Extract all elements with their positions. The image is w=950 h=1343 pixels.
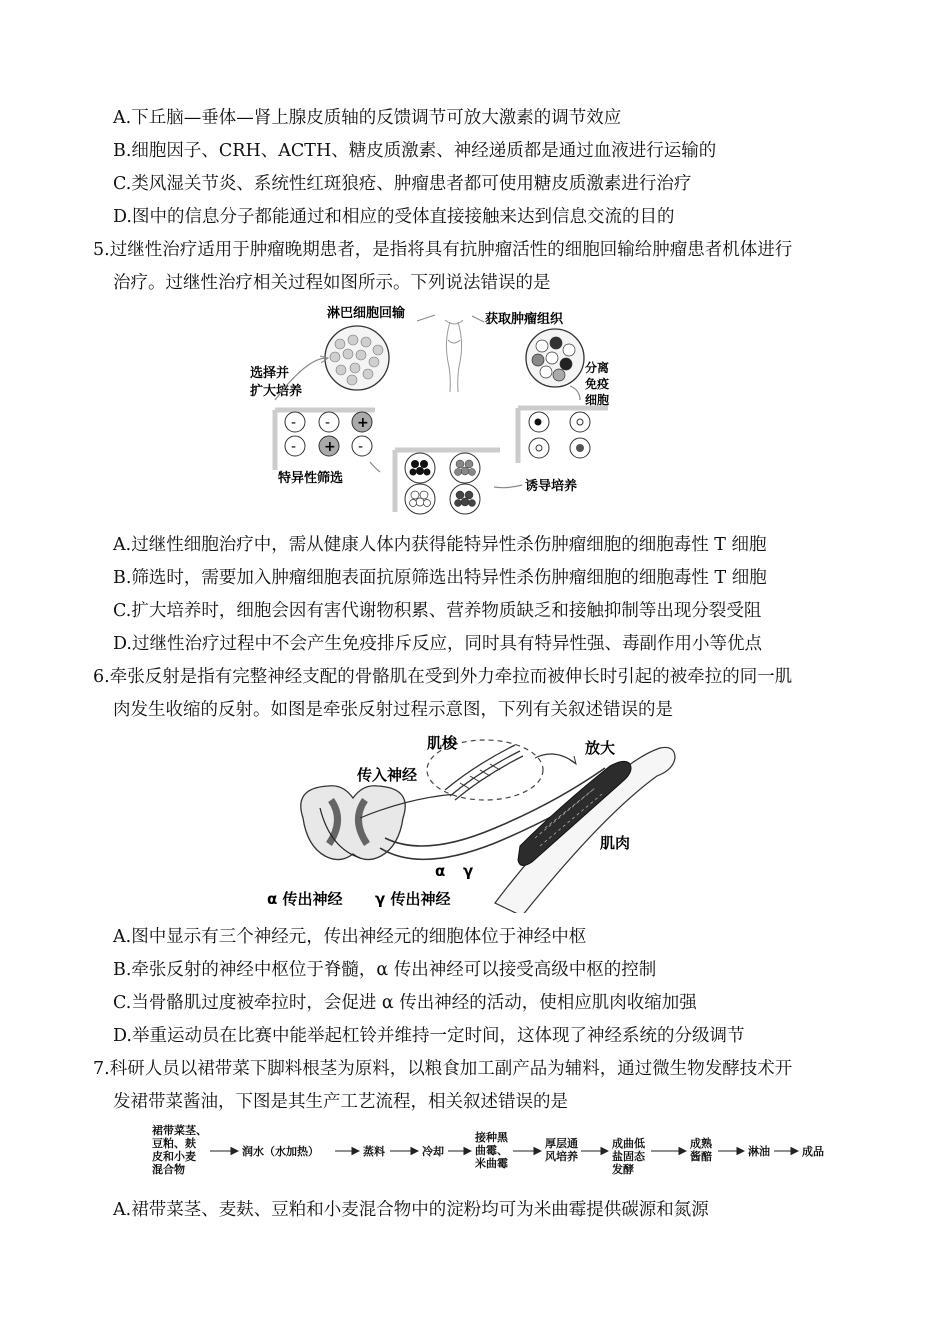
label-obtain: 获取肿瘤组织: [485, 312, 564, 327]
flow-step-1-line2: 豆粕、麸: [152, 1137, 196, 1150]
flow-step-8-line1: 成熟: [690, 1137, 712, 1150]
label-separate-line1: 分离: [585, 361, 610, 375]
q4-option-d: D.图中的信息分子都能通过和相应的受体直接接触来达到信息交流的目的: [113, 207, 675, 227]
flow-step-1-line3: 皮和小麦: [152, 1150, 196, 1163]
label-spindle: 肌梭: [427, 734, 458, 752]
q7-option-a: A.裙带菜茎、麦麸、豆粕和小麦混合物中的淀粉均可为米曲霉提供碳源和氮源: [113, 1200, 709, 1220]
sign-1: -: [291, 415, 297, 431]
label-alpha: α: [435, 862, 446, 880]
label-reinfuse: 淋巴细胞回输: [327, 306, 406, 321]
sign-5: +: [324, 439, 336, 455]
label-alpha-efferent: α 传出神经: [267, 890, 343, 908]
lymphocyte-dish: [325, 326, 389, 390]
q5-option-d: D.过继性治疗过程中不会产生免疫排斥反应，同时具有特异性强、毒副作用小等优点: [113, 634, 762, 654]
label-muscle: 肌肉: [600, 834, 631, 852]
spinal-cord-section: [301, 786, 405, 860]
flow-step-1-line1: 裙带菜茎、: [152, 1124, 207, 1137]
flow-step-5-line3: 米曲霉: [475, 1157, 508, 1170]
label-afferent: 传入神经: [357, 766, 418, 784]
flow-step-7-line3: 发酵: [612, 1163, 634, 1176]
q4-option-c: C.类风湿关节炎、系统性红斑狼疮、肿瘤患者都可使用糖皮质激素进行治疗: [113, 174, 692, 194]
flow-step-8-line2: 酱醅: [690, 1150, 712, 1163]
sign-2: -: [325, 415, 331, 431]
q6-option-c: C.当骨骼肌过度被牵拉时，会促进 α 传出神经的活动，使相应肌肉收缩加强: [113, 993, 697, 1013]
flow-step-5-line1: 接种黑: [475, 1131, 508, 1144]
sign-3: +: [357, 415, 369, 431]
q5-stem-line1: 5.过继性治疗适用于肿瘤晚期患者，是指将具有抗肿瘤活性的细胞回输给肿瘤患者机体进行: [93, 240, 793, 260]
label-gamma: γ: [463, 862, 474, 880]
induced-culture-dishes: [395, 450, 500, 514]
q6-option-a: A.图中显示有三个神经元，传出神经元的细胞体位于神经中枢: [113, 927, 587, 947]
label-separate-line3: 细胞: [585, 393, 610, 407]
flow-step-9: 淋油: [748, 1145, 770, 1158]
flow-step-7-line1: 成曲低: [612, 1137, 645, 1150]
q4-option-b: B.细胞因子、CRH、ACTH、糖皮质激素、神经递质都是通过血液进行运输的: [113, 141, 717, 161]
label-gamma-efferent: γ 传出神经: [375, 890, 451, 908]
tumor-tissue-dish: [526, 329, 584, 387]
q6-stem-line1: 6.牵张反射是指有完整神经支配的骨骼肌在受到外力牵拉而被伸长时引起的被牵拉的同一肌: [93, 667, 793, 687]
q5-option-c: C.扩大培养时，细胞会因有害代谢物积累、营养物质缺乏和接触抑制等出现分裂受阻: [113, 601, 762, 621]
q4-option-a: A.下丘脑—垂体—肾上腺皮质轴的反馈调节可放大激素的调节效应: [113, 108, 622, 128]
label-enlarge: 放大: [585, 739, 616, 757]
label-induce: 诱导培养: [525, 479, 578, 494]
separated-cells-grid: [518, 408, 608, 463]
label-screen: 特异性筛选: [278, 471, 344, 486]
q5-stem-line2: 治疗。过继性治疗相关过程如图所示。下列说法错误的是: [113, 273, 551, 293]
q6-option-b: B.牵张反射的神经中枢位于脊髓，α 传出神经可以接受高级中枢的控制: [113, 960, 657, 980]
screening-sign-grid: [275, 410, 375, 470]
flow-step-10: 成品: [802, 1145, 824, 1158]
q5-option-b: B.筛选时，需要加入肿瘤细胞表面抗原筛选出特异性杀伤肿瘤细胞的细胞毒性 T 细胞: [113, 568, 767, 588]
flow-step-5-line2: 曲霉、: [475, 1144, 508, 1157]
q7-stem-line2: 发裙带菜酱油，下图是其生产工艺流程，相关叙述错误的是: [113, 1092, 568, 1112]
q7-process-flow: [150, 1122, 840, 1184]
flow-step-4: 冷却: [422, 1145, 444, 1158]
sign-6: -: [358, 439, 364, 455]
q5-option-a: A.过继性细胞治疗中，需从健康人体内获得能特异性杀伤肿瘤细胞的细胞毒性 T 细胞: [113, 535, 767, 555]
q5-figure-adoptive-therapy: [240, 300, 640, 520]
flow-step-2: 润水（水加热）: [242, 1145, 319, 1158]
flow-step-6-line1: 厚层通: [545, 1137, 578, 1150]
flow-step-7-line2: 盐固态: [612, 1150, 645, 1163]
label-separate-line2: 免疫: [585, 377, 610, 391]
q6-option-d: D.举重运动员在比赛中能举起杠铃并维持一定时间，这体现了神经系统的分级调节: [113, 1026, 745, 1046]
sign-4: -: [291, 439, 297, 455]
q6-figure-stretch-reflex: [265, 728, 685, 913]
label-select-line1: 选择并: [250, 366, 290, 381]
flow-step-1-line4: 混合物: [152, 1163, 185, 1176]
flow-step-3: 蒸料: [363, 1145, 385, 1158]
label-select-line2: 扩大培养: [250, 384, 303, 399]
q6-stem-line2: 肉发生收缩的反射。如图是牵张反射过程示意图，下列有关叙述错误的是: [113, 700, 673, 720]
flow-step-6-line2: 风培养: [545, 1150, 578, 1163]
q7-stem-line1: 7.科研人员以裙带菜下脚料根茎为原料，以粮食加工副产品为辅料，通过微生物发酵技术开: [93, 1059, 793, 1079]
human-body-icon: [445, 320, 463, 392]
